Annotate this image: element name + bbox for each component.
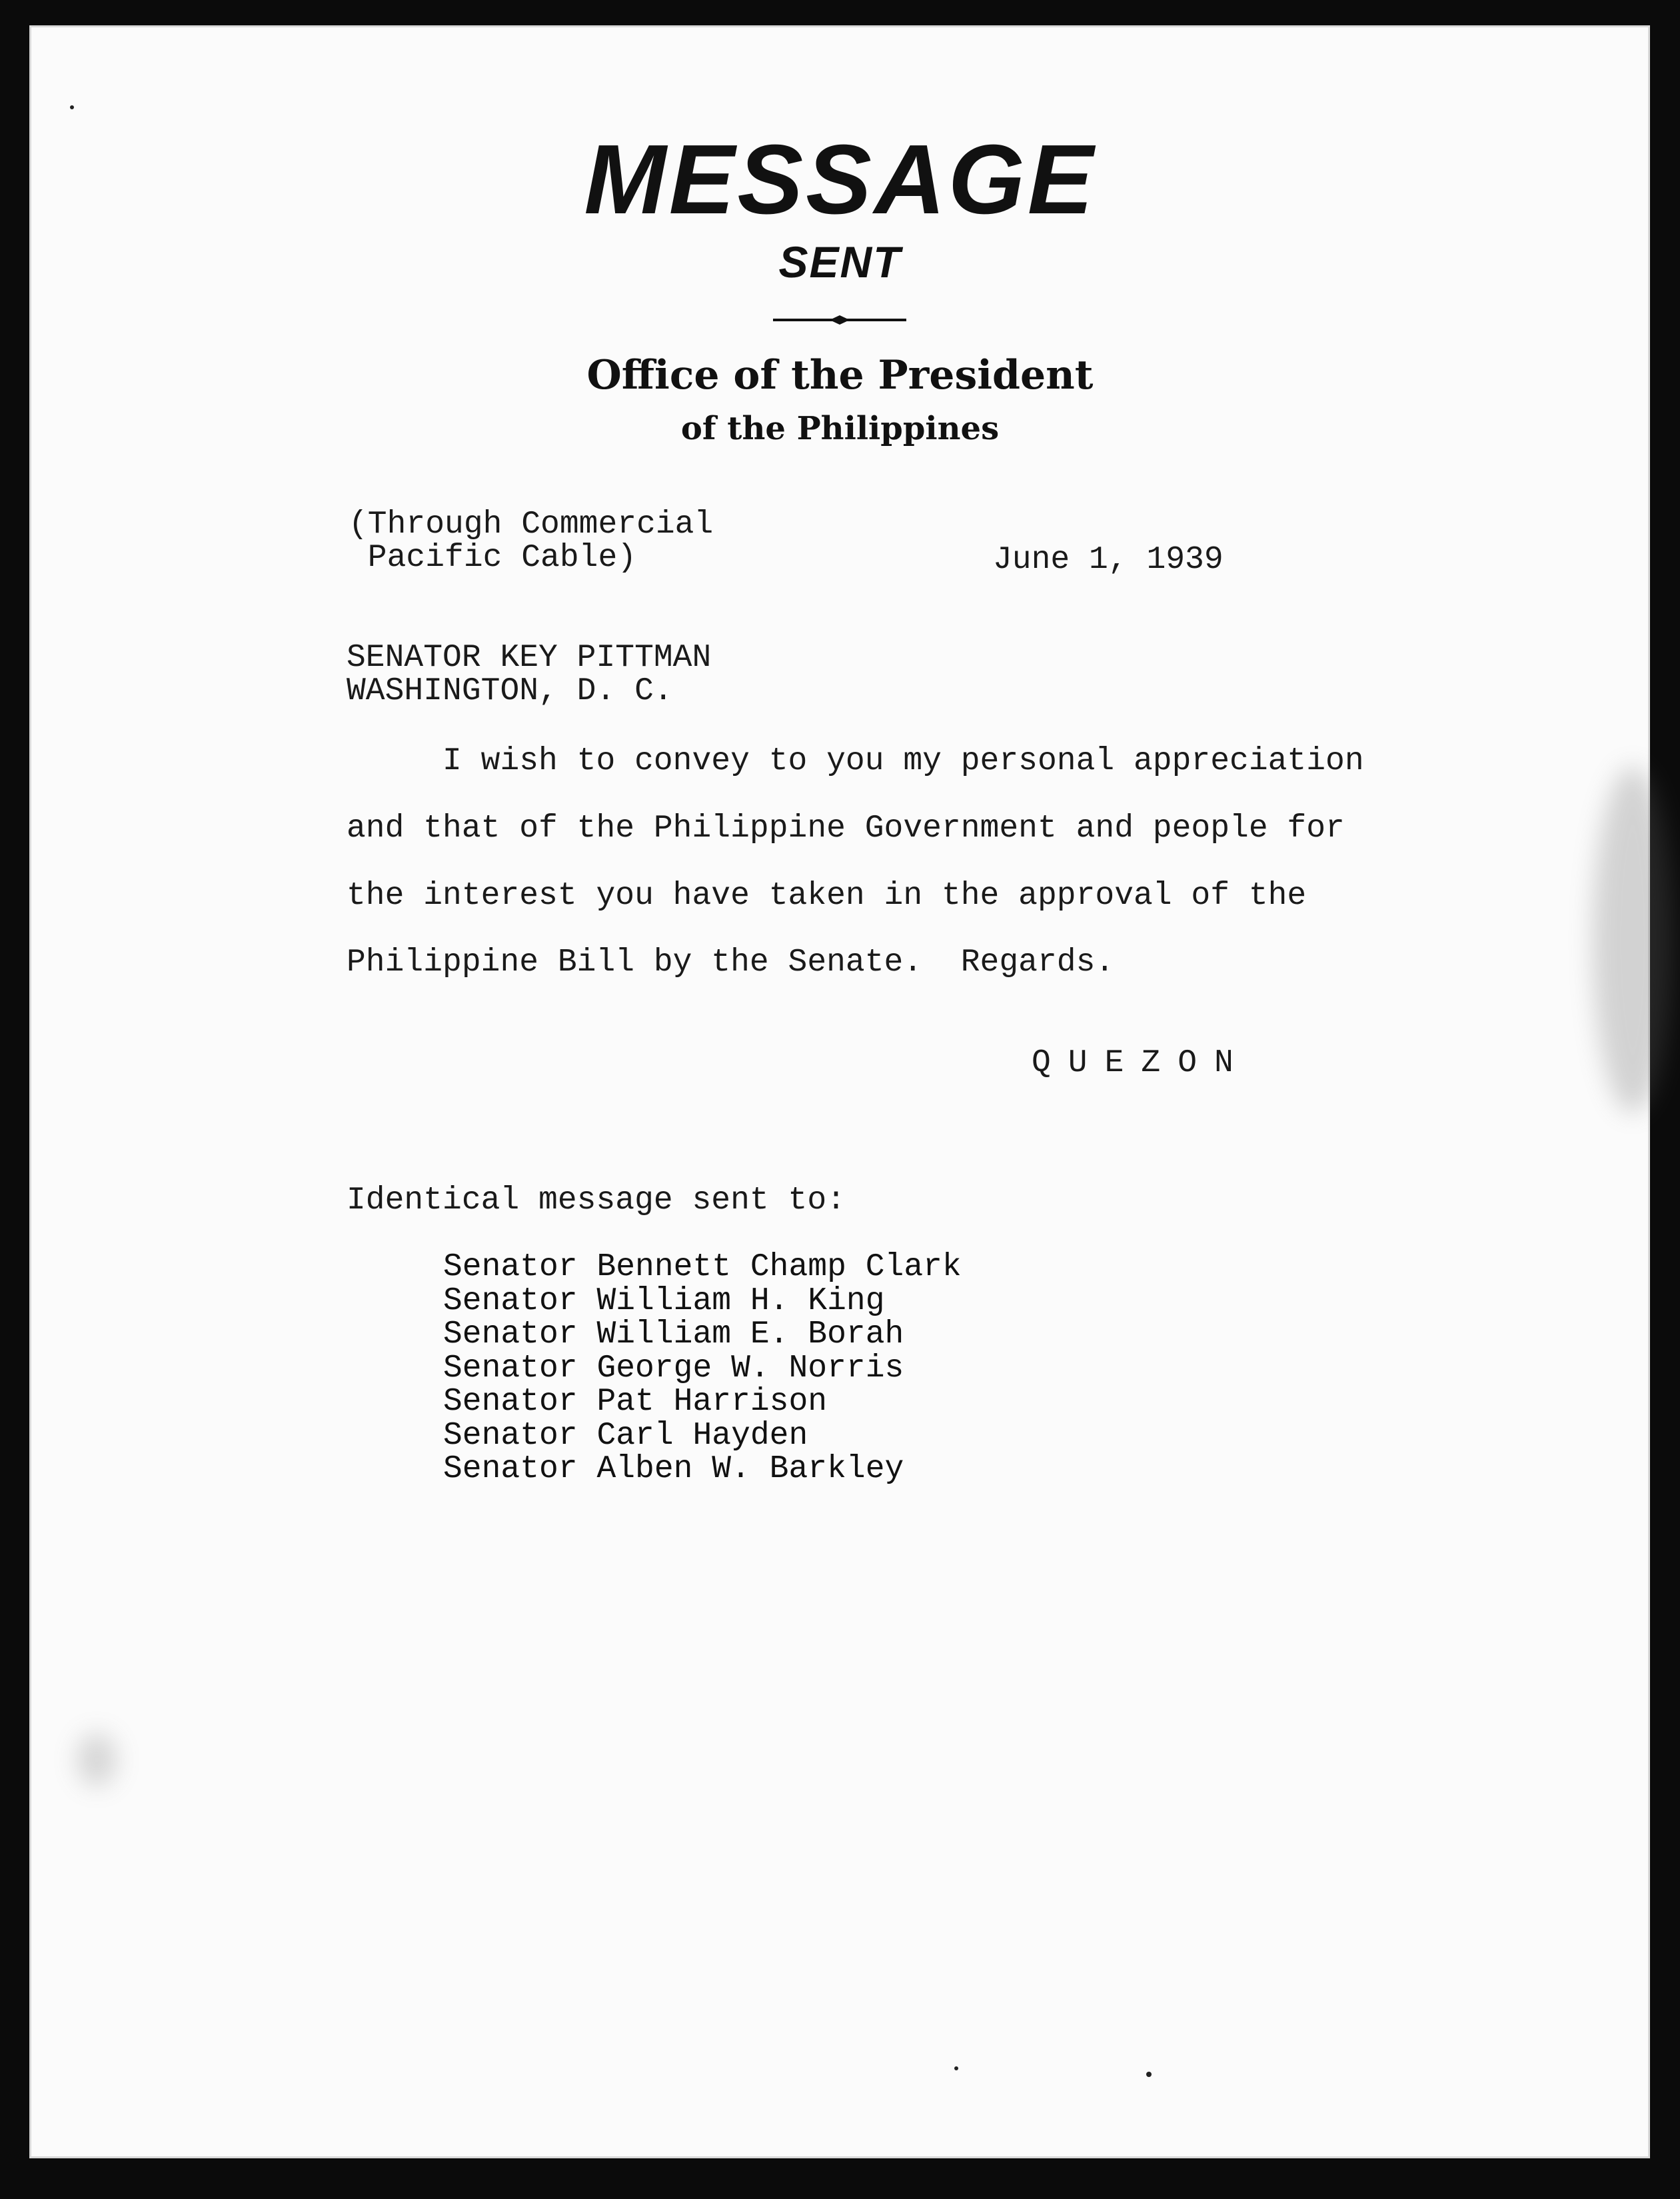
recipient-item: Senator Pat Harrison (443, 1384, 828, 1420)
recipient-item: Senator George W. Norris (443, 1350, 904, 1386)
recipient-item: Senator Alben W. Barkley (443, 1451, 904, 1487)
message-body-line: I wish to convey to you my personal appreciation (347, 743, 1364, 779)
message-body-line: the interest you have taken in the approval of the (347, 878, 1307, 914)
letterhead-office: Office of the President (586, 352, 1094, 399)
recipient-item: Senator William E. Borah (443, 1316, 904, 1352)
routing-line-1: (Through Commercial (349, 507, 714, 543)
paper-speck (70, 105, 74, 109)
letterhead-subtitle: SENT (778, 237, 902, 287)
recipient-item: Senator William H. King (443, 1282, 885, 1319)
document-page (29, 25, 1650, 2158)
recipient-item: Senator Carl Hayden (443, 1417, 808, 1454)
message-date: June 1, 1939 (993, 542, 1224, 578)
letterhead-country: of the Philippines (680, 410, 1000, 447)
addressee-location: WASHINGTON, D. C. (347, 673, 673, 709)
paper-speck (954, 2066, 958, 2070)
addressee-name: SENATOR KEY PITTMAN (347, 640, 712, 676)
paper-speck (1146, 2072, 1152, 2077)
signature: QUEZON (1032, 1045, 1251, 1081)
divider-ornament (773, 313, 906, 327)
message-body-line: and that of the Philippine Government and people for (347, 811, 1345, 847)
page-stain (77, 1733, 117, 1786)
recipient-item: Senator Bennett Champ Clark (443, 1249, 962, 1285)
page-stain (1593, 767, 1673, 1113)
message-body-line: Philippine Bill by the Senate. Regards. (347, 945, 1115, 981)
routing-line-2: Pacific Cable) (349, 540, 637, 576)
identical-message-note: Identical message sent to: (347, 1182, 846, 1218)
recipient-list (443, 1250, 962, 1486)
letterhead-title: MESSAGE (584, 125, 1096, 235)
